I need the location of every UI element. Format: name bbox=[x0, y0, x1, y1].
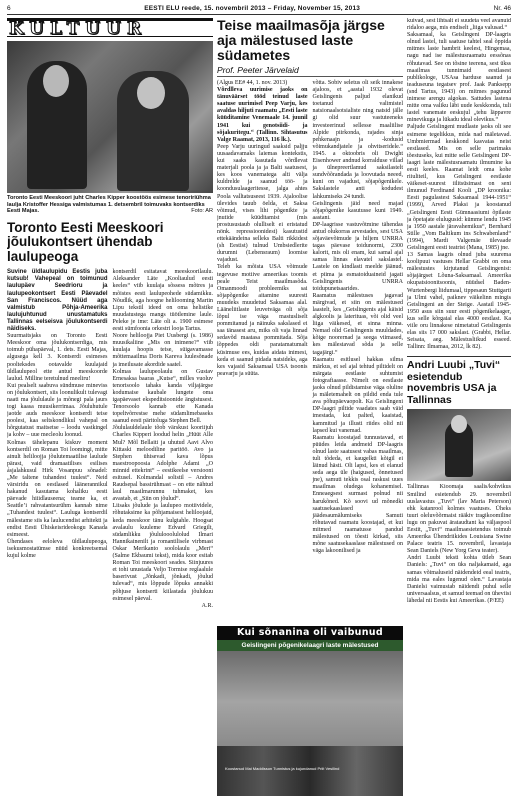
page-header bbox=[7, 3, 511, 15]
book-credits: Koostanud Mai Maddisson Tunnistus ja kujundanud Priit Vesilind bbox=[225, 766, 340, 771]
paragraph: kontserdil esitatavat meeskoorilaulu. Aleksander Läte „Kooliaulud eesti keeles“ viib kuulaja sõssess mõtres ja mõistes eesti laulupeohede südamikku. Nõudlik, aga hoogne helilooming Martin Lipu tekstil ideed on oma helistike muudatustega mangs tüötlemine laule. Peleke je ime: Läte oli a. 1900 esimese eesti sümfoonia orkestri looja Tartus. bbox=[112, 269, 213, 333]
section-title: KULTUUR bbox=[9, 18, 147, 39]
paragraph: Kolmas laulupeolaulu on Gustav Ernesaksa baaras „Kutse“, milles vuoluv tenorisoolo tahaks kanda viljajärgse kodumaise kaubale lungete oma igapäevaset ekspeditsioonide ängistusest. Tenorsoolo kannab ette Kanada topeltvõrrestse mehe südamlimebaseks saanud eesti päritoluga Stephen Bell. bbox=[112, 368, 213, 425]
article-text-column bbox=[313, 80, 404, 555]
issue-number: Nr. 46 bbox=[493, 5, 511, 12]
article-headline: Toronto Eesti Meeskoori jõulukontsert ühendab laulupeoga bbox=[7, 219, 164, 264]
paragraph: Andri Luubi teksti kohta ütleb Sean Daniels: „Tuvi“ on üks naljakamaid, aga samas võimaluseid näidendeid eeal teatris, mida ma eales lugenud olen.“ Lavastaja Danielsi vaimustab näidendi puhul selle universaalsus, et samud teemad on üheviisi lähedal nii Eestis kui Ameerikas. (P/EE) bbox=[407, 555, 511, 604]
paragraph: Suurmaitsjaks on Toronto Eesti Meeskoor oma jõulukontserdiga, mis toimub pühapäeval, 1. dets. Eesti Majas, algusega kell 3. Kontserdi esimeses poolteksdes ootavalde kuulajaid üldlaulupeol ette antud meeskoorde laulud. Milline teretulnud meeliru! bbox=[7, 333, 108, 382]
article-text-column bbox=[7, 269, 108, 610]
photo-credit: Foto: AR bbox=[191, 208, 213, 215]
paragraph: võtta. Sobiv seletus oli seik innakese ajaloos, et „aastal 1932 olevat Geislingenis paljud elanikud toetanud valimistel natsionaalsotsialiste ning natsid jälle gi olid suur vastuteeneks investeerinud sellesse maaliilise Alpide piirkonda, rajades sinja pehkenaajn ja -kodusid võimukandjatele ja ohvitseridele.“ 1945. a oktoobris oli Dwight Eisenhower andnud korralduse villad ja ülnepreertlamud saksilastelt sundvõõrandada ja loovutada neeed, kuni on vajadust, sõjapõgenikele. Sakslastele anti kodudest lahkumiseks 24 tundi. bbox=[312, 80, 403, 200]
right-column bbox=[407, 18, 511, 798]
paragraph: Teleb ka mõista USA võimude tegevuse motiive ameerikas toomis peale Teist maailmasõda. Omanmoodi probleemiks sai sõjapõgenike aitamine suuresti muudeks muudetud Saksamaa alal. Lääneliitlaste leuvetväga oli sõja lõpul ise väga mastusliselt pommitanud ja näinuks sakslased ei saa tänasest aru, miks oli vaja linnad sedavõd maatasa pommitada. Sõja lõppedes oldi paratamatumalt küsimuse ees, kuidas aidata inimesi, keda ei saanud pidada natsideks, aga kes vajasid Saksamaal USA tsoonis peavarju ja süüta. bbox=[217, 264, 308, 377]
paragraph: Noore heliloojja Piet Uusbergi (s. 1986) muusikaliine „Mis on inimene?“ viib kuulaja hoopis teise, süigavamasse mõttemaailma Doris Kareva luulesõnade ja imeilusate akordide saatel. bbox=[112, 333, 213, 368]
article-body bbox=[7, 269, 213, 610]
article-continuation bbox=[407, 18, 511, 351]
crowd-figures bbox=[217, 746, 403, 796]
paragraph: Ühendases eeloleva üldlaulupeoga, isekusmostatümse nüüd konkreetsemal kujul kolme bbox=[7, 538, 108, 560]
paragraph: Tallinnas Kioomaja saalis/kohvikus Smilind esietendub 29. novembril uuslavastus „Tuvi“ (lav Maria Peterson) ehk katanrool kolmes vaatuses. Üheks tuuri oleluvõõrmaist rääkiv tragikoomiline lugu on pakuvat ärataudtant ka väljaspool Eestit, „Tuvi“ maailmaesietendus toimub Ameerika Ühendriikides Louisiana Swine Palace teatris 15. novembril, lavastaja Sean Daniels (New Yorg Geva teater). bbox=[407, 484, 511, 555]
paragraph: Geislingenis jäid need majad sõjapõgenike kasutusse kuni 1949. aastani. bbox=[312, 200, 403, 221]
middle-column bbox=[217, 18, 403, 622]
paragraph: Raamatu esitlusel hakkas silma märkus, et sel ajal tehtud piltidelt on märgata eestlaste suhtumist fotografiaasse. Nimelt on eestlaste jaoks olnud pildistamise väga oluline ja mäletemahelt on pildid enda tule ava põhupäevaopolt. Ka Geislingeni DP-laagri piltide vaadates saab väid imestada, kui palted, kaaistad, kammitud ja illusti riides olid nii lapsed kui vanemad. bbox=[312, 356, 403, 434]
section-banner bbox=[7, 18, 213, 37]
paragraph: Kolmas tähelepanu kiskuv moment kontserdil on Roman Toi loomingi, mitte ainult heliloojja jõulutemaatilise laulude pärast, vaid dramaatilises esilises ásjalahkusul Hirk Vosanpuu sõnadel: „Me taltene tuhandest tuulest“. Neid värsiridu on eestlased läänerannikul hakanud kasutama kohaliku eesti päevade hiiidlauseena; teame ka, et Seattle’i rahvatantsurühm kannab nime „Tuhandest tuulest“. Lauluga kontserdil mälestame siis ka laulucendist arhitekti ja endist Eesti Ühiskeisrideokogu Kanada esimeest. bbox=[7, 439, 108, 538]
article-body bbox=[407, 484, 511, 605]
paragraph: 13 Samas laagris olnud juba suurema koolipuui vastuses Hellar Grabbi on oma mälestustes kirjutanud Geislingenist: sõjajärgset Lõuna-Saksamaal. Ameerika okupatsioonitsoonis, nüüdsel Baden-Wurtenbergi liidumaal, tippesaun Stuttgarti ja Ulmi vahel, paiknev väikelinn mingis Geislingeni an der Steige. Aastail 1945-1950 asus siin suur eesti põgenikelaager, kus selle kõrgaial elas 4000 eestlast. Ka viile oru linnakese nimetatud Geislingenis elas siis 17 000 sakslast. (Grabbi, Hellar. Seisata, aeg. Mälestusliikud esseed. Tallinn: Ilmamaa, 2012, lk 82). bbox=[407, 252, 511, 351]
article-headline: Andri Luubi „Tuvi“ esietendub novembris USA ja Tallinnas bbox=[407, 356, 511, 406]
article-author: Prof. Peeter Järvelaid bbox=[217, 65, 403, 77]
paragraph: Liisaks jõulude ja laulupeo motiividele, rõhutaksime ka põhjamaisest heliloojaid, keda meeskoor tänu kulgtahle. Hoogsat avalaulu kuuleme Edvard Griegilt, südamlikku jõululooolulolud Ilmari Hannikainenilt ja romantilisele virbmast Oskar Merikanto soololaulu „Meri“ (Salme Ekbaumi tekst), mida koor esitab Roman Toi meeskoori seades. Siinjuures et tohi unustada Veljo Tormise reglaalule baserivust „Jõnkadi, jõnkadi, jõulud tulevad“, mis lõppude lõpuks annakki põhjuse kontserti kiilastada jõulukuu esimesel päeval. bbox=[112, 503, 213, 602]
paragraph: Peep Varju uuringud saaksid paljju uusaadavamaks laiemas kontekstis, kui saaks kasutada võrdlevat materjali poola ja ja Balti saatusest, kes koos vanematega alti välja kuldrelde ja saanud töö- ja koondusulaageritesse, jalga ahtes Poola valltatsuseest 1939. Ajaloolise ülevides tauub öelda, et Saksa võimud, vises lihi põgenikte ja jnutide küüditamist (mis prostusustaub olulliselt ei eristatud nönk. repressioonidest) kasutustid ettekäändeina selleks Balti rikkidest (sh Eestist) tulnud Umbsiedlerite durumni (Lebensraum) loomise vajadust. bbox=[217, 143, 308, 264]
article-lead: Suvine üldlaulupidu Eestis juba kutsub! Vahepeal on toimunud laulupäev Seedrioru ja laulupeokontsert Eesti Päevadel San Franciscos. Nüüd aga valmistub Põhja-Ameerika laulujuhtunud unustamatuks Tallinnas eelseisva jõulukontserdi näidiseks. bbox=[7, 269, 108, 333]
paragraph-bold: Võrdlleva uurimise jaoks on tänuväärset tööd teinud laste saatuse uurimisel Peep Varju, kes avaldas hiljuti raamatu „Eesti laste küüditamine Venemaale 14. juunil 1941 kui genotsiidi- ja sõjakuritegu.“ (Tallinn. Sihtasutus Valge Raamat, 2013, 116 lk.). bbox=[217, 87, 308, 143]
paragraph: Paljude Geislingeni mudlaste jaoks oli see esimene tegelikkus, mida nad mäletavad. Umbmiermad keskkond kasvatas neist eestlased. Mis on selle parimaks tõestuseks, kui mitte selle Geislingeni DP-laagri laste mälestusraamatu ilmumine ka eesti keeles. Raamat leidt oma kohe riiuliteil, kus Geislingeni eestlaste väikeset-suurest iilitsüsimast on seni ilmunud Ferdinand Kooli „DP kroonika: Eesti pagulastest Saksamaal 1944-1951“ (1999), Arved Plaksi ja koostanud „Geislingeni Eesti Gümnaasiumi õpilaste ja õpetajate elulugusid: kümme lendu 1945 ja 1950 aastale järavahemikus“, Bernhard Stille „Vom Baltikum ins Schwabenland“ (1994), Mardi Valgemäe ülevaade Geislingeni eesti teatrist (Mana, 1985) jne. bbox=[407, 124, 511, 251]
book-subtitle: Geislingeni põgenikelaagri laste mälestused bbox=[217, 640, 403, 651]
photo-caption: Toronto Eesti Meeskoori juht Charles Kipper koostöös esimese tenoririühma laulja Kristoffer Hessiga valmistumas 1. detsembril toimuvaks kontserdiks Eesti Majas. Foto: AR bbox=[7, 195, 213, 215]
person-face bbox=[137, 77, 165, 109]
article-body bbox=[217, 80, 403, 555]
page-number: 6 bbox=[7, 5, 11, 12]
dove-play-photo bbox=[407, 409, 511, 481]
article-signature: A.R. bbox=[201, 602, 213, 609]
paragraph: Saksamaal, ka Geislingeni DP-laagris olnud lastel, tuli saatuse tahtel seal õppida mitmes laste hambrit keelest, Hingemaa, nagu nad ise mälestusraamatu eessõnas rõhutavad. See on tõsine teerena, sest ükss maailmas tunnimaid eestlasest publikologe, USAsa harduse saanud ja teaduseuna tegatsev prof. Jaak Panksepp (snd Tartus, 1943) on mitmes pagunud inimese arengu algokas. Sattudes lastena mitte oma valiku läbi uude keskkonda, tuli lastel vanemate eeskujul „tehu läppavre minevikuga ja lükadu ideal olevikus.“ bbox=[407, 32, 511, 124]
left-column bbox=[7, 18, 213, 610]
paragraph: Kui pealselt saabuva sündmuse mineviss on jõulukontsert, siis loonulikult tulevagi naati ma jõululaule ja mõnegi pala jaurs togi kaasa muusikerrimaa. Jõuluhutule jaotde auds meeskoor kontserdi teise poolesi, kaa seltskondlikul vahepal on hõrgutatust maitsetse – loodu vastkingel ja kohv – uue mecleolu loonud. bbox=[7, 382, 108, 439]
article-text-column bbox=[113, 269, 214, 610]
article-headline: Teise maailmasõja järgse aja mälestused laste südametes bbox=[217, 18, 385, 63]
paragraph: Raamatu koostajad tunnustavad, et püüdes leida andmeid DP-laagris olnud laste saatusest vabas maailmas, tuli tõdeda, et kaugelkti kõigil ei läinud hästi. Oli lapsi, kes ei elanud seda aega üle (haigused, õnnetused jne), samuti tekkis osal raskusi uues maailmas oludega kohanemisel. Enneaegsest surmast polnud nii harukõned. Kõ soovi ud mõnedki saatusekaaslased jäädesaumälumiseks Samuti rõhutavad raamatu koostajad, et kui mitmed raamatusse pandud mälestused on tõesti kirkad, siis mõne saatusekaaslase mälestused on väga lakoonilised ja bbox=[312, 434, 403, 555]
person-face bbox=[43, 65, 69, 97]
paragraph: kuivad, sest lihtsalt ei suudeta veel avanuid ridaloo aega, mis endiselt „liiga valusad.“ bbox=[407, 18, 511, 32]
choir-photo bbox=[7, 41, 213, 193]
newspaper-masthead: EESTI ELU reede, 15. novembril 2013 – Friday, November 15, 2013 bbox=[144, 5, 361, 12]
book-cover-image bbox=[217, 626, 403, 796]
book-title: Kui sõnanina oli vaibunud bbox=[217, 626, 403, 640]
paragraph: (Algus EE# 44, 1. nov. 2013) bbox=[217, 80, 288, 86]
article-text-column bbox=[217, 80, 308, 555]
paragraph: Jõululauldelaule tõob värskust kooriijuh Charles Kipperi loodud helin „Hüüt Alle Mul? Mõl Bellaiti ja uhutud Aavi Alvo Kittaski meloodiline paritöö. Avo ja Stephen ühisevad kava lõpus maestroopoosia Adolphe Adami „O minnid ettekrint“ – eestikeelse versiooni esitusel. Kolmandal solistil – Andres Raudsepal bassirühmast – on ette nähtud laul maailmarunnu tuhmaket, kes avastab, et „Siin on jõulud“. bbox=[112, 425, 213, 503]
paragraph: Raamatus mälestuses jagavad märgivad, et siin on mälestused laastelt, kes „Geislingenis ajal käisid algkoolis ja laterituas, või olid veel liiga väikesed, et sinna minna. Nemad olid Geislingenis muuldades, kõige noorernad ja seega viimased, kes mälestavad sõda ja selle tagajärgi.“ bbox=[312, 292, 403, 356]
paragraph: DP-laagrisse vastuvõtmine tähendas antud olukorras arvestades, sest USA sõjaväevõimude ja hiljem UNRRA tagas päevase toidunormi, 2300 kalorit, mis oli enam, kui samal ajal samas linnas elavatel sakslastel. Lastele on kindlasti meelde jäänud, et piima ja esmatoiduaineid jagati Geislingenis UNRRA toidupunetsaarides. bbox=[312, 221, 403, 292]
